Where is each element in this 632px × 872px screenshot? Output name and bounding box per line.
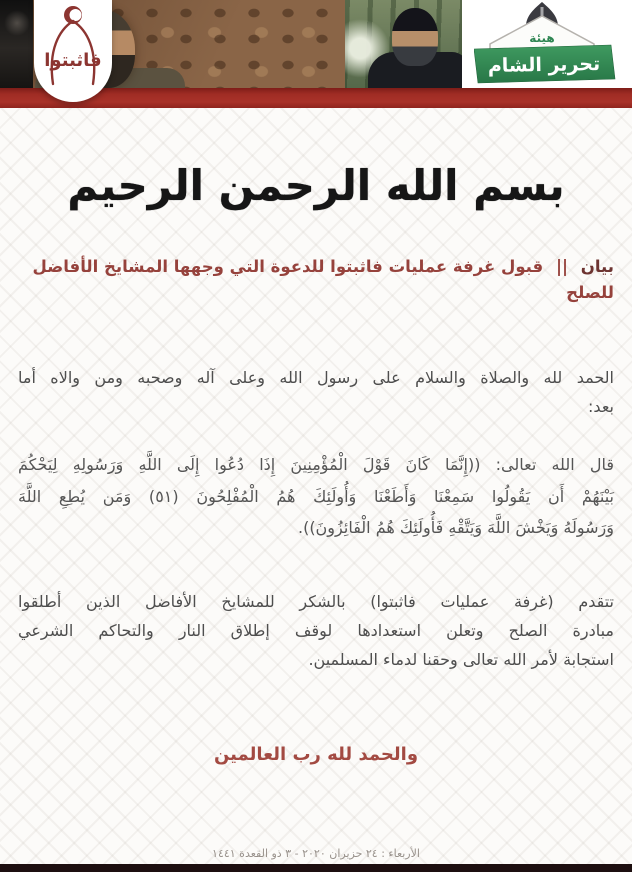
verse-line: وَرَسُولَهُ وَيَخْشَ اللَّهَ وَيَتَّقْهِ فَأُولَئِكَ هُمُ الْفَائِزُونَ)).: [297, 517, 614, 537]
quran-verse: [18, 449, 614, 543]
org-logo: [474, 0, 626, 86]
banner-photo-right: [345, 0, 462, 88]
headline-separator-bars: ||: [555, 257, 569, 276]
org-logo-area: [462, 0, 632, 88]
paragraph-line: بعد:: [588, 397, 614, 417]
badge-label: فاثبتوا: [44, 50, 102, 71]
org-logo-top-label: هيئة: [529, 31, 555, 45]
paragraph-line: تتقدم (غرفة عمليات فاثبتوا) بالشكر للمشايخ الأفاضل الذين أطلقوا: [18, 591, 614, 611]
org-logo-main-label: تحرير الشام: [487, 53, 601, 77]
headline-prefix: بيان: [580, 257, 614, 276]
paragraph-line: استجابة لأمر الله تعالى وحقنا لدماء المسلمين.: [308, 650, 614, 670]
date-line: الأربعاء : ٢٤ حزيران ٢٠٢٠ - ٣ ذو القعدة ١٤٤١: [212, 847, 420, 860]
basmala-calligraphy: بسم الله الرحمن الرحيم: [67, 160, 565, 210]
person-head: [392, 8, 438, 66]
statement-body: [0, 134, 632, 765]
opening-paragraph: [18, 363, 614, 421]
banner-left-dark-photo: [0, 0, 33, 88]
bottom-border-bar: [0, 864, 632, 872]
verse-line: بَيْنَهُمْ أَن يَقُولُوا سَمِعْنَا وَأَطَعْنَا وَأُولَئِكَ هُمُ الْمُفْلِحُونَ (٥١) وَمَن يُطِعِ اللَّهَ: [18, 486, 615, 506]
closing-hamdala: والحمد لله رب العالمين: [213, 744, 419, 766]
statement-headline: [18, 254, 614, 305]
verse-line: قال الله تعالى: ((إِنَّمَا كَانَ قَوْلَ الْمُؤْمِنِينَ إِذَا دُعُوا إِلَى اللَّهِ وَرَسُولِهِ لِيَحْكُمَ: [18, 455, 614, 475]
header-banner: [0, 0, 632, 88]
headline-title: قبول غرفة عمليات فاثبتوا للدعوة التي وجهها المشايخ الأفاضل للصلح: [32, 257, 614, 302]
badge-calligraphy: [34, 0, 112, 100]
paragraph-line: مبادرة الصلح وتعلن استعدادها لوقف إطلاق النار والتحاكم الشرعي: [18, 621, 614, 641]
main-paragraph: [18, 587, 614, 674]
paragraph-line: الحمد لله والصلاة والسلام على رسول الله وعلى آله وصحبه ومن والاه أما: [18, 368, 614, 388]
operations-room-badge: [34, 0, 112, 102]
